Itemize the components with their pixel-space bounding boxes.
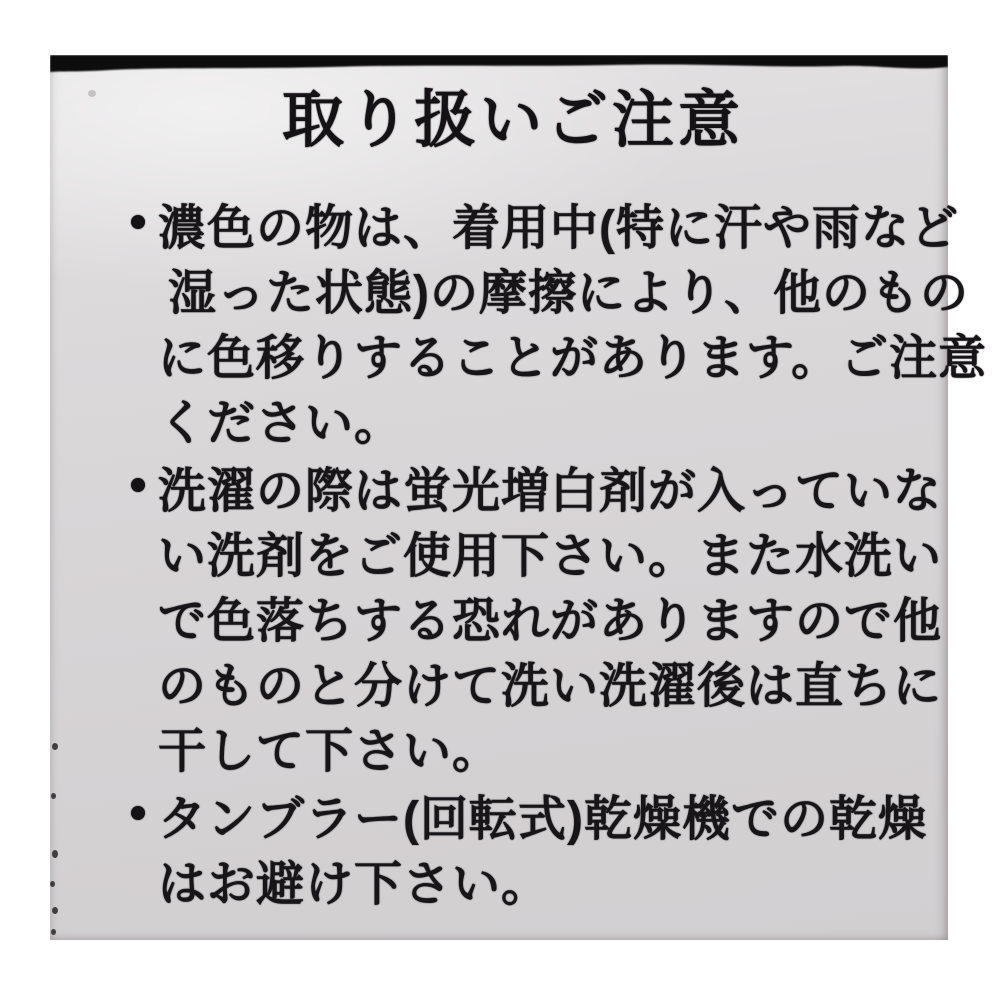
text-line: に色移りすることがあります。ご注意 <box>158 332 988 385</box>
text-line: 濃色の物は、着用中(特に汗や雨など <box>158 202 959 255</box>
text-line: タンブラー(回転式)乾燥機での乾燥 <box>158 793 927 846</box>
text-line: い洗剤をご使用下さい。また水洗い <box>158 530 943 583</box>
care-item-tumble-dry <box>158 789 968 919</box>
care-item-color-transfer <box>158 198 988 458</box>
text-line: 洗濯の際は蛍光増白剤が入っていな <box>158 465 943 518</box>
text-line: ください。 <box>158 397 404 450</box>
edge-speck <box>52 743 58 750</box>
care-instructions-list <box>158 198 988 922</box>
text-line: 湿った状態)の摩擦により、他のもの <box>168 267 969 320</box>
edge-speck <box>51 793 56 799</box>
bullet-icon <box>131 806 145 820</box>
edge-speck <box>51 929 56 935</box>
text-line: はお避け下さい。 <box>158 858 551 911</box>
edge-speck <box>52 850 58 858</box>
care-label-photo <box>50 57 988 940</box>
edge-speck <box>52 907 58 914</box>
bullet-icon <box>131 478 145 492</box>
text-line: のものと分けて洗い洗濯後は直ちに <box>158 660 943 713</box>
edge-speck <box>50 881 55 887</box>
label-title: 取り扱いご注意 <box>281 86 744 155</box>
text-line: で色落ちする恐れがありますので他 <box>158 595 943 648</box>
text-line: 干して下さい。 <box>158 725 502 778</box>
bullet-icon <box>131 215 145 229</box>
care-item-washing <box>158 461 968 786</box>
